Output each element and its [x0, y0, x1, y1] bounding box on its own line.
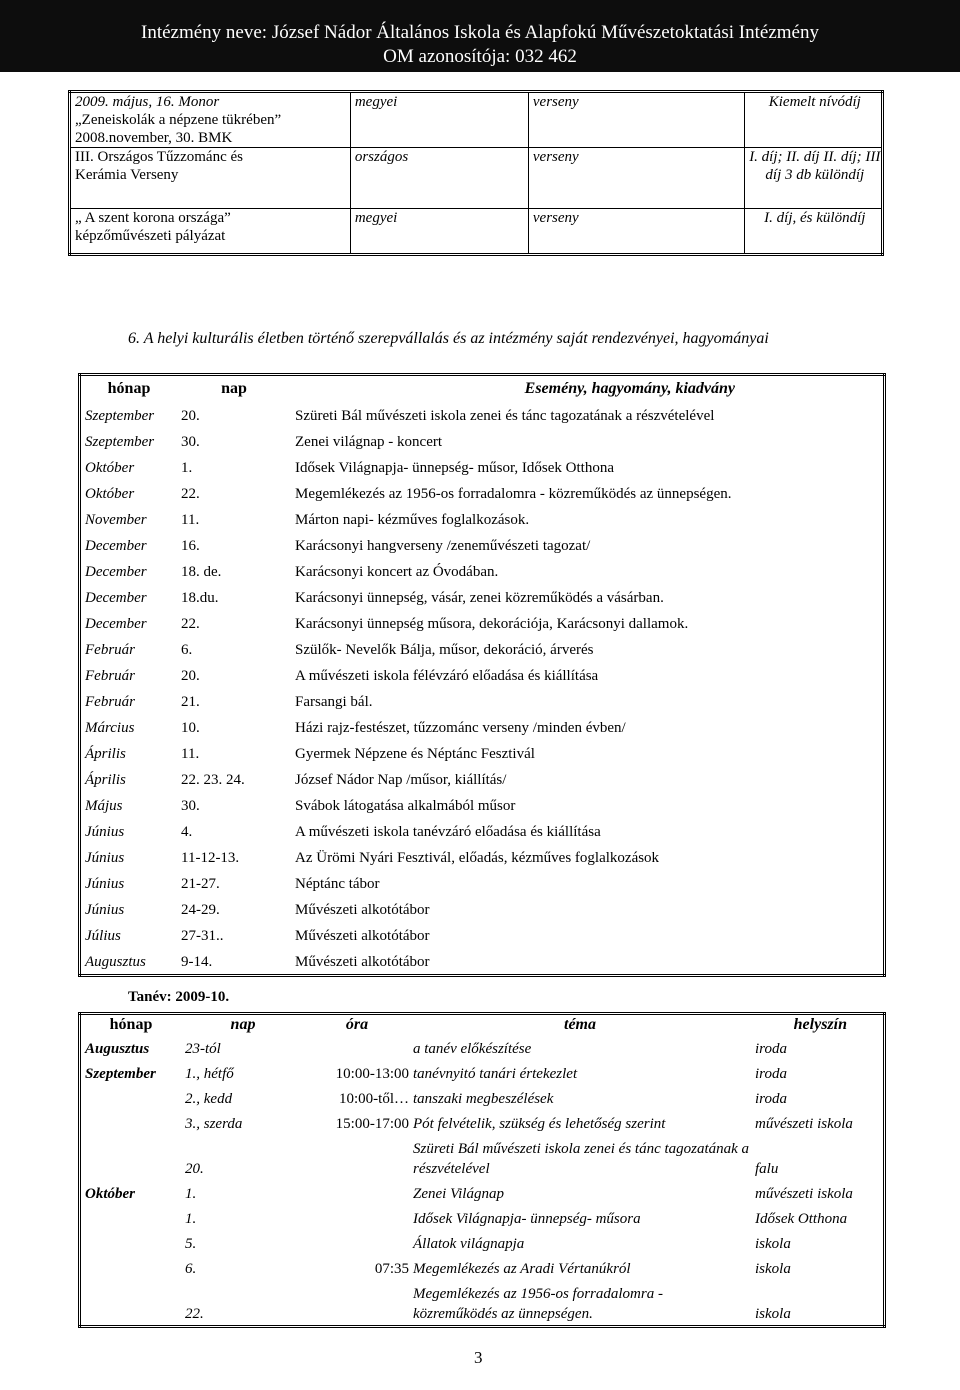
event-event: Svábok látogatása alkalmából műsor [295, 798, 516, 814]
schedule-month [80, 1255, 182, 1280]
schedule-topic: Állatok világnapja [413, 1236, 525, 1252]
schedule-place: művészeti iskola [755, 1116, 853, 1132]
event-event: Művészeti alkotótábor [295, 928, 430, 944]
table-row [80, 1110, 885, 1135]
event-month: December [85, 564, 147, 580]
table-row [70, 148, 883, 209]
header-place: helyszín [793, 1016, 847, 1033]
event-event: Gyermek Népzene és Néptánc Fesztivál [295, 746, 535, 762]
event-line: „Zeneiskolák a népzene tükrében” [75, 112, 282, 128]
table-header-row [80, 1014, 885, 1036]
schedule-time [305, 1230, 409, 1255]
schedule-month [80, 1230, 182, 1255]
schedule-topic: Megemlékezés az 1956-os forradalomra - közreműködés az ünnepségen. [413, 1286, 663, 1322]
event-event: Karácsonyi ünnepség, vásár, zenei közreműködés a vásárban. [295, 590, 664, 606]
table-row [80, 480, 885, 506]
event-line: képzőművészeti pályázat [75, 228, 226, 244]
schedule-month: Október [85, 1186, 135, 1202]
table-row [80, 1255, 885, 1280]
schedule-day: 3., szerda [185, 1116, 243, 1132]
event-month: Október [85, 486, 135, 502]
header-month: hónap [107, 380, 151, 397]
event-month: Május [85, 798, 123, 814]
event-day: 18.du. [181, 590, 219, 606]
header-day: nap [221, 380, 247, 397]
institution-name: Intézmény neve: József Nádor Általános Iskola és Alapfokú Művészetoktatási Intézmény [141, 22, 819, 43]
schedule-month [80, 1110, 182, 1135]
event-day: 11-12-13. [181, 850, 240, 866]
schedule-place: iskola [755, 1261, 791, 1277]
om-id: OM azonosítója: 032 462 [383, 46, 577, 67]
event-day: 22. [181, 616, 200, 632]
table-row [80, 506, 885, 532]
schedule-place: falu [755, 1161, 779, 1177]
schedule-time: 15:00-17:00 [335, 1116, 409, 1132]
schedule-day: 23-tól [185, 1041, 221, 1057]
table-row [70, 209, 883, 255]
event-month: Július [85, 928, 121, 944]
schedule-place: iroda [755, 1041, 787, 1057]
event-month: Június [85, 902, 125, 918]
event-month: December [85, 616, 147, 632]
event-day: 9-14. [181, 954, 213, 970]
table-row [80, 870, 885, 896]
schedule-place: iskola [755, 1306, 791, 1322]
competition-event [70, 148, 351, 209]
schedule-month [80, 1280, 182, 1327]
event-event: Farsangi bál. [295, 694, 373, 710]
event-month: Szeptember [85, 408, 155, 424]
event-event: Idősek Világnapja- ünnepség- műsor, Idősek Otthona [295, 460, 614, 476]
schedule-month [80, 1085, 182, 1110]
table-row [80, 1205, 885, 1230]
event-event: Szülők- Nevelők Bálja, műsor, dekoráció, árverés [295, 642, 594, 658]
table-row [80, 584, 885, 610]
schedule-body [80, 1035, 885, 1327]
table-header-row [80, 375, 885, 403]
schedule-month: Augusztus [85, 1041, 150, 1057]
table-row [80, 948, 885, 976]
schedule-day: 1. [185, 1211, 197, 1227]
table-row [80, 1135, 885, 1180]
events-body [80, 402, 885, 976]
event-event: A művészeti iskola félévzáró előadása és kiállítása [295, 668, 599, 684]
schedule-day: 1. [185, 1186, 197, 1202]
table-row [80, 688, 885, 714]
table-row [80, 1230, 885, 1255]
schedule-topic: tanszaki megbeszélések [413, 1091, 554, 1107]
schedule-day: 20. [185, 1161, 204, 1177]
schedule-topic: Zenei Világnap [413, 1186, 504, 1202]
table-row [80, 454, 885, 480]
competition-result: I. díj, és különdíj [744, 209, 882, 255]
table-row [80, 636, 885, 662]
competition-type: verseny [528, 92, 744, 148]
event-day: 10. [181, 720, 200, 736]
schedule-time: 10:00-13:00 [335, 1066, 409, 1082]
event-month: Augusztus [85, 954, 146, 970]
table-row [80, 428, 885, 454]
table-row [80, 1060, 885, 1085]
schedule-day: 1., hétfő [185, 1066, 234, 1082]
schedule-time [305, 1280, 409, 1327]
event-month: November [85, 512, 147, 528]
schedule-topic: Megemlékezés az Aradi Vértanúkról [413, 1261, 631, 1277]
competition-result: Kiemelt nívódíj [744, 92, 882, 148]
event-month: Február [85, 668, 135, 684]
schedule-place: Idősek Otthona [755, 1211, 848, 1227]
event-month: Február [85, 642, 135, 658]
page-number: 3 [474, 1348, 483, 1367]
schedule-topic: Idősek Világnapja- ünnepség- műsora [413, 1211, 641, 1227]
event-day: 22. 23. 24. [181, 772, 245, 788]
schedule-topic: Szüreti Bál művészeti iskola zenei és tánc tagozatának a részvételével [413, 1141, 750, 1177]
event-month: December [85, 590, 147, 606]
event-month: Október [85, 460, 135, 476]
event-day: 24-29. [181, 902, 220, 918]
event-line: Kerámia Verseny [75, 167, 179, 183]
schedule-place: iroda [755, 1091, 787, 1107]
event-day: 30. [181, 434, 200, 450]
document-header [0, 0, 960, 72]
competition-event [70, 209, 351, 255]
event-event: József Nádor Nap /műsor, kiállítás/ [295, 772, 507, 788]
events-table [78, 373, 886, 977]
schedule-month [80, 1205, 182, 1230]
event-event: Szüreti Bál művészeti iskola zenei és tánc tagozatának a részvételével [295, 408, 715, 424]
competition-result: I. díj; II. díj II. díj; III díj 3 db különdíj [744, 148, 882, 209]
event-event: Az Ürömi Nyári Fesztivál, előadás, kézműves foglalkozások [295, 850, 660, 866]
event-day: 1. [181, 460, 193, 476]
schedule-day: 5. [185, 1236, 197, 1252]
event-month: Április [85, 772, 126, 788]
schedule-place: művészeti iskola [755, 1186, 853, 1202]
event-day: 22. [181, 486, 200, 502]
event-month: Március [85, 720, 135, 736]
event-event: Karácsonyi koncert az Óvodában. [295, 564, 499, 580]
competition-level: országos [350, 148, 528, 209]
table-row [80, 714, 885, 740]
schedule-time [305, 1035, 409, 1060]
event-day: 4. [181, 824, 193, 840]
table-row [80, 766, 885, 792]
event-day: 21. [181, 694, 200, 710]
event-day: 20. [181, 408, 200, 424]
schedule-time [305, 1135, 409, 1180]
table-row [80, 1085, 885, 1110]
schedule-day: 2., kedd [185, 1091, 233, 1107]
schedule-topic: tanévnyitó tanári értekezlet [413, 1066, 578, 1082]
event-month: December [85, 538, 147, 554]
table-row [80, 610, 885, 636]
table-row [80, 792, 885, 818]
table-row [80, 1280, 885, 1327]
schedule-topic: a tanév előkészítése [413, 1041, 532, 1057]
event-day: 21-27. [181, 876, 220, 892]
event-month: Április [85, 746, 126, 762]
competition-type: verseny [528, 209, 744, 255]
table-row [80, 1180, 885, 1205]
event-line: III. Országos Tűzzománc és [75, 149, 243, 165]
event-event: Megemlékezés az 1956-os forradalomra - közreműködés az ünnepségen. [295, 486, 732, 502]
event-event: Zenei világnap - koncert [295, 434, 443, 450]
header-event-text: Esemény, hagyomány, kiadvány [524, 380, 735, 397]
event-month: Június [85, 850, 125, 866]
event-line: „ A szent korona országa” [75, 210, 231, 226]
schedule-day: 22. [185, 1306, 204, 1322]
table-row [80, 662, 885, 688]
schedule-place: iroda [755, 1066, 787, 1082]
header-time: óra [345, 1016, 369, 1033]
table-row [80, 1035, 885, 1060]
table-row [80, 896, 885, 922]
schedule-month: Szeptember [85, 1066, 156, 1082]
event-line: 2009. május, 16. Monor [75, 94, 220, 110]
schedule-place: iskola [755, 1236, 791, 1252]
school-year-title: Tanév: 2009-10. [128, 989, 230, 1005]
schedule-table [78, 1012, 886, 1328]
event-month: Február [85, 694, 135, 710]
competition-level: megyei [350, 92, 528, 148]
table-row [80, 402, 885, 428]
event-event: Művészeti alkotótábor [295, 954, 430, 970]
table-row [80, 922, 885, 948]
schedule-month [80, 1135, 182, 1180]
event-day: 18. de. [181, 564, 222, 580]
event-event: Karácsonyi ünnepség műsora, dekorációja, Karácsonyi dallamok. [295, 616, 689, 632]
event-event: Házi rajz-festészet, tűzzománc verseny /minden évben/ [295, 720, 626, 736]
event-event: Karácsonyi hangverseny /zeneművészeti tagozat/ [295, 538, 591, 554]
table-row [80, 558, 885, 584]
competition-type: verseny [528, 148, 744, 209]
schedule-time [305, 1205, 409, 1230]
event-day: 20. [181, 668, 200, 684]
schedule-topic: Pót felvételik, szükség és lehetőség szerint [413, 1116, 666, 1132]
schedule-time: 10:00-től… [339, 1091, 409, 1107]
event-day: 11. [181, 746, 200, 762]
event-day: 16. [181, 538, 200, 554]
table-row [80, 532, 885, 558]
schedule-time [305, 1180, 409, 1205]
event-day: 30. [181, 798, 200, 814]
event-day: 11. [181, 512, 200, 528]
event-line: 2008.november, 30. BMK [75, 130, 233, 146]
competitions-table [68, 90, 884, 256]
event-month: Szeptember [85, 434, 155, 450]
event-month: Június [85, 876, 125, 892]
schedule-day: 6. [185, 1261, 197, 1277]
table-row [70, 92, 883, 148]
event-month: Június [85, 824, 125, 840]
header-day: nap [230, 1016, 256, 1033]
header-topic: téma [564, 1016, 596, 1033]
table-row [80, 818, 885, 844]
competition-level: megyei [350, 209, 528, 255]
event-event: Néptánc tábor [295, 876, 380, 892]
schedule-time: 07:35 [374, 1261, 409, 1277]
table-row [80, 844, 885, 870]
event-day: 27-31.. [181, 928, 224, 944]
event-day: 6. [181, 642, 193, 658]
table-row [80, 740, 885, 766]
event-event: Márton napi- kézműves foglalkozások. [295, 512, 530, 528]
header-event [291, 375, 885, 403]
event-event: A művészeti iskola tanévzáró előadása és kiállítása [295, 824, 601, 840]
header-month: hónap [109, 1016, 153, 1033]
competition-event [70, 92, 351, 148]
event-event: Művészeti alkotótábor [295, 902, 430, 918]
section-6-title: 6. A helyi kulturális életben történő szerepvállalás és az intézmény saját rendezvényei, hagyományai [128, 330, 769, 347]
